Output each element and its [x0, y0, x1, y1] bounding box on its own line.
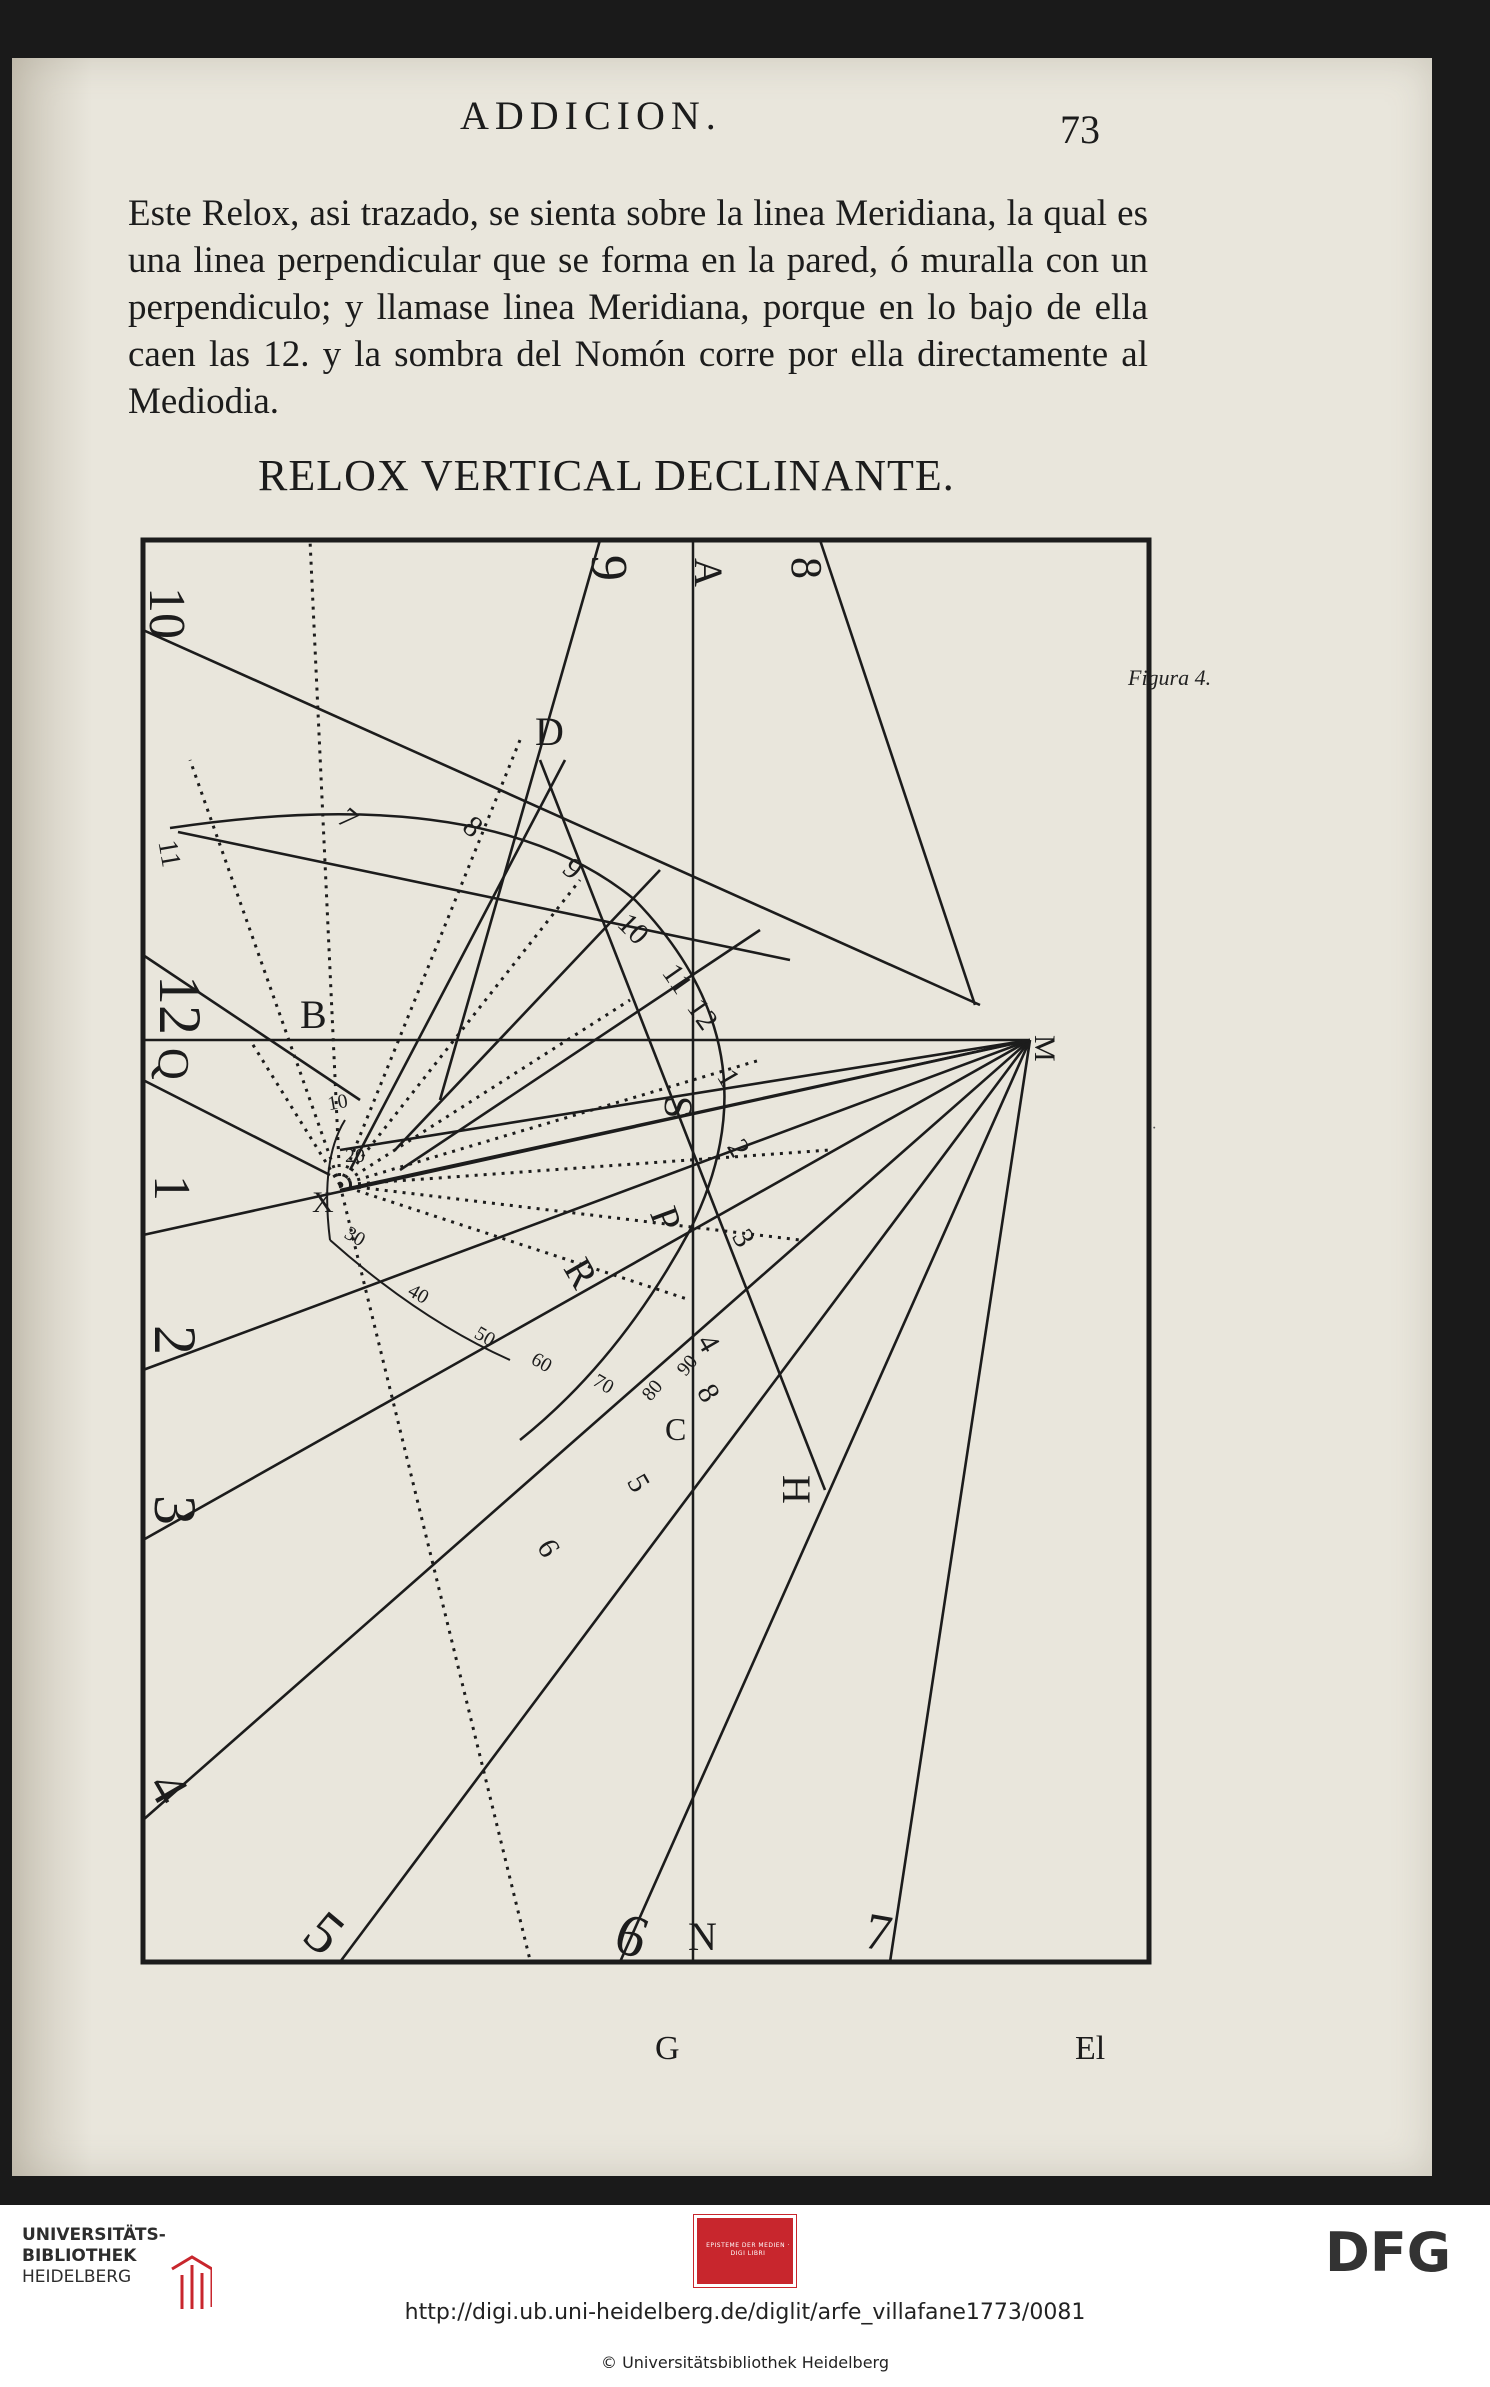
deg-60: 60 — [527, 1348, 556, 1378]
hour-10: 10 — [138, 587, 195, 639]
point-Q: Q — [149, 1048, 198, 1080]
arc-10: 10 — [610, 906, 656, 952]
arc-3: 3 — [725, 1223, 762, 1253]
point-S: S — [656, 1096, 701, 1119]
hour-9: 9 — [580, 555, 637, 581]
arc-1: 1 — [710, 1063, 747, 1093]
point-D: D — [535, 709, 564, 754]
arc-8b: 8 — [690, 1378, 727, 1408]
arc-5: 5 — [620, 1468, 657, 1498]
point-A: A — [686, 558, 731, 587]
hour-12: 12 — [147, 975, 213, 1035]
deg-20: 20 — [345, 1145, 365, 1167]
body-paragraph: Este Relox, asi trazado, se sienta sobre la linea Meridiana, la qual es una linea perpendicular que se forma en la pared, ó muralla con un perpendiculo; y llamase linea Meridiana, porque en lo bajo de ella caen las 12. y la sombra del Nomón corre por ella directamente al Mediodia. — [128, 193, 1148, 422]
hour-4: 4 — [136, 1762, 199, 1814]
footer-bar — [0, 2205, 1490, 2387]
deg-90: 90 — [672, 1350, 703, 1381]
arc-11: 11 — [655, 957, 699, 1001]
equinoctial-arc — [170, 814, 727, 1440]
point-N: N — [688, 1914, 717, 1959]
svg-text:DFG: DFG — [1325, 2223, 1452, 2283]
deg-50: 50 — [470, 1322, 499, 1352]
hour-6: 6 — [606, 1899, 658, 1972]
point-R: R — [554, 1250, 608, 1296]
hour-1: 1 — [143, 1175, 200, 1201]
arc-12: 12 — [680, 992, 725, 1037]
dfg-logo[interactable] — [1325, 2223, 1475, 2283]
deg-10: 10 — [325, 1090, 350, 1116]
catchword-left: G — [655, 2030, 680, 2067]
arc-6: 6 — [530, 1533, 567, 1563]
page-number: 73 — [1060, 107, 1100, 152]
arc-2: 2 — [720, 1133, 757, 1163]
deg-30: 30 — [340, 1222, 369, 1252]
upper-hour-lines — [143, 540, 980, 1490]
degree-arc-upper — [327, 1120, 345, 1240]
deg-40: 40 — [404, 1279, 433, 1309]
deg-80: 80 — [637, 1375, 668, 1406]
arc-7: 7 — [331, 801, 365, 837]
point-M: M — [1028, 1035, 1061, 1062]
arc-4: 4 — [690, 1328, 727, 1358]
hour-7: 7 — [860, 1902, 897, 1964]
hour-5: 5 — [291, 1898, 358, 1968]
hour-3: 3 — [142, 1495, 208, 1525]
hour-lines — [143, 1040, 1030, 1962]
page-url[interactable]: http://digi.ub.uni-heidelberg.de/diglit/arfe_villafane1773/0081 — [404, 2300, 1086, 2325]
hour-2: 2 — [142, 1325, 208, 1355]
figure-label: Figura 4. — [1128, 665, 1212, 690]
hour-11: 11 — [151, 837, 187, 870]
digitization-badge[interactable]: EPISTEME DER MEDIEN · DIGI LIBRI — [694, 2215, 796, 2287]
deg-70: 70 — [589, 1369, 618, 1399]
point-P: P — [641, 1200, 692, 1237]
hour-8: 8 — [782, 557, 831, 579]
point-C: C — [665, 1411, 687, 1447]
section-title: RELOX VERTICAL DECLINANTE. — [258, 451, 955, 500]
running-header: ADDICION. — [460, 93, 722, 138]
catchword-right: El — [1075, 2030, 1106, 2067]
copyright-notice: © Universitätsbibliothek Heidelberg — [600, 2353, 889, 2372]
university-library-name: UNIVERSITÄTS- BIBLIOTHEK HEIDELBERG — [22, 2225, 166, 2287]
point-B: B — [300, 992, 327, 1037]
point-X: X — [312, 1186, 334, 1219]
point-H: H — [774, 1475, 819, 1504]
arc-8: 8 — [456, 809, 490, 845]
arc-9: 9 — [556, 851, 590, 887]
margin-mark: · — [1152, 1120, 1156, 1137]
